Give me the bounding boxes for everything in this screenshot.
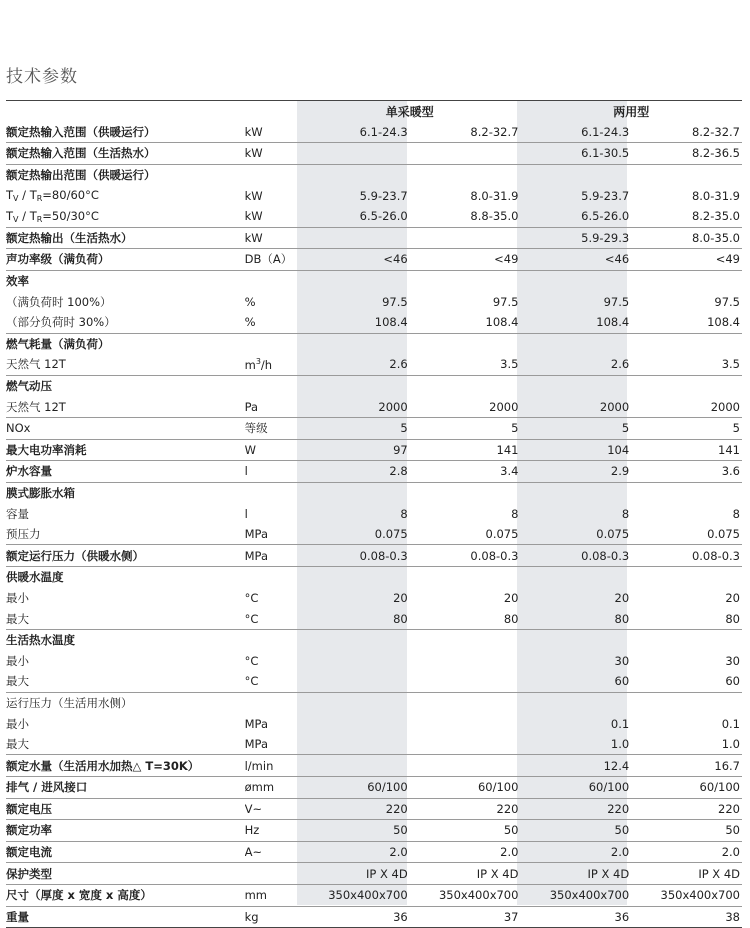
table-header-row (6, 101, 742, 122)
cell-value-col3: 1.0 (520, 734, 631, 755)
cell-value-col2: 3.5 (410, 354, 521, 375)
header-combi: 两用型 (613, 104, 650, 119)
cell-value-col4: 8.2-35.0 (631, 206, 742, 227)
cell-value-col4: <49 (631, 249, 742, 271)
table-row (6, 777, 742, 799)
cell-value-col3: 6.1-30.5 (520, 143, 631, 165)
row-label: 额定热输出（生活热水） (6, 227, 245, 249)
cell-value-col1: 108.4 (299, 312, 410, 333)
row-label: 额定电压 (6, 798, 245, 820)
row-label: 燃气耗量（满负荷） (6, 336, 110, 351)
cell-value-col2: 8.8-35.0 (410, 206, 521, 227)
cell-value-col1 (299, 567, 410, 588)
cell-value-col1: 220 (299, 798, 410, 820)
row-unit (245, 692, 299, 713)
cell-value-col3: 350x400x700 (520, 884, 631, 906)
cell-value-col2 (410, 567, 521, 588)
cell-value-col4 (631, 482, 742, 503)
row-label: 膜式膨胀水箱 (6, 485, 75, 500)
cell-value-col1 (299, 143, 410, 165)
table-row (6, 354, 742, 375)
cell-value-col3: 0.1 (610, 716, 630, 731)
cell-value-col2: <49 (410, 249, 521, 271)
table-row (6, 503, 742, 524)
cell-value-col4: 8.0-35.0 (631, 227, 742, 249)
table-row (6, 143, 742, 165)
cell-value-col4: 8.2-36.5 (631, 143, 742, 165)
cell-value-col4 (631, 270, 742, 291)
table-row (6, 755, 742, 777)
cell-value-col2: 108.4 (410, 312, 521, 333)
row-label: 重量 (6, 906, 245, 928)
row-unit: °C (244, 653, 259, 668)
cell-value-col2 (410, 375, 521, 396)
cell-value-col1: 2.0 (299, 841, 410, 863)
table-row (6, 841, 742, 863)
table-row (6, 820, 742, 842)
row-label: 最小 (6, 590, 29, 605)
cell-value-col1: 5 (299, 417, 410, 439)
cell-value-col4 (631, 375, 742, 396)
row-label: 额定热输出范围（供暖运行） (6, 168, 156, 183)
row-unit: °C (244, 590, 259, 605)
cell-value-col3: 60/100 (520, 777, 631, 799)
table-row (6, 650, 742, 671)
row-unit: l/min (245, 755, 299, 777)
cell-value-col1 (299, 164, 410, 185)
row-unit: kW (245, 143, 299, 165)
cell-value-col4: 16.7 (631, 755, 742, 777)
cell-value-col2: 20 (503, 590, 519, 605)
cell-value-col4: IP X 4D (631, 863, 742, 885)
table-row (6, 482, 742, 503)
cell-value-col1: 6.1-24.3 (299, 122, 410, 143)
row-unit: kW (245, 227, 299, 249)
row-unit: W (245, 439, 299, 461)
cell-value-col3: 97.5 (603, 294, 630, 309)
cell-value-col3: 2.9 (520, 461, 631, 483)
cell-value-col3: 108.4 (520, 312, 631, 333)
cell-value-col1: 2000 (299, 396, 410, 417)
cell-value-col2 (410, 227, 521, 249)
table-row (6, 164, 742, 185)
cell-value-col1: 50 (299, 820, 410, 842)
table-row (6, 713, 742, 734)
row-unit (245, 270, 299, 291)
row-unit: MPa (245, 734, 299, 755)
cell-value-col1 (299, 650, 410, 671)
cell-value-col1: 6.5-26.0 (299, 206, 410, 227)
row-unit: Pa (245, 396, 299, 417)
cell-value-col4: 80 (631, 608, 742, 629)
cell-value-col3: 2000 (520, 396, 631, 417)
row-label: 炉水容量 (6, 461, 245, 483)
cell-value-col4 (631, 629, 742, 650)
cell-value-col1 (299, 713, 410, 734)
cell-value-col2 (410, 692, 521, 713)
cell-value-col1 (299, 270, 410, 291)
table-row (6, 588, 742, 609)
row-label: 最大 (6, 608, 245, 629)
row-label: （满负荷时 100%） (6, 294, 112, 309)
cell-value-col2: 60/100 (410, 777, 521, 799)
cell-value-col3 (520, 333, 631, 354)
cell-value-col1: 350x400x700 (299, 884, 410, 906)
cell-value-col2 (410, 671, 521, 692)
table-row (6, 375, 742, 396)
cell-value-col1: 36 (299, 906, 410, 928)
row-unit (245, 567, 299, 588)
cell-value-col2: 0.08-0.3 (410, 545, 521, 567)
cell-value-col4: 20 (725, 590, 740, 605)
cell-value-col4: 0.075 (631, 524, 742, 545)
header-label-blank (6, 101, 245, 122)
table-row (6, 206, 742, 227)
row-label: 最大 (6, 734, 245, 755)
cell-value-col4: 0.08-0.3 (631, 545, 742, 567)
row-unit: % (245, 312, 299, 333)
row-unit: °C (245, 608, 299, 629)
cell-value-col4: 60/100 (631, 777, 742, 799)
row-label: 天然气 12T (6, 354, 245, 375)
cell-value-col3: 104 (520, 439, 631, 461)
cell-value-col4: 3.6 (631, 461, 742, 483)
cell-value-col1 (299, 755, 410, 777)
cell-value-col3 (520, 482, 631, 503)
table-row (6, 906, 742, 928)
table-row (6, 629, 742, 650)
cell-value-col3: 60 (520, 671, 631, 692)
cell-value-col4 (631, 692, 742, 713)
row-unit (245, 863, 299, 885)
row-label: 预压力 (6, 524, 245, 545)
cell-value-col4: 0.1 (721, 716, 740, 731)
cell-value-col2 (410, 164, 521, 185)
row-unit: V~ (245, 798, 299, 820)
cell-value-col2: 2.0 (410, 841, 521, 863)
cell-value-col4: 350x400x700 (631, 884, 742, 906)
row-label: $T_V / T_R=50/30^\circ C$ (6, 206, 245, 227)
cell-value-col3: 6.5-26.0 (520, 206, 631, 227)
cell-value-col2 (410, 650, 521, 671)
row-label: 额定功率 (6, 820, 245, 842)
cell-value-col3: 12.4 (520, 755, 631, 777)
table-row (6, 567, 742, 588)
cell-value-col1 (299, 671, 410, 692)
cell-value-col3: 5.9-23.7 (581, 188, 630, 203)
row-label: NOx (6, 417, 245, 439)
table-row (6, 884, 742, 906)
cell-value-col2 (410, 755, 521, 777)
cell-value-col3: 5.9-29.3 (520, 227, 631, 249)
table-row (6, 439, 742, 461)
row-unit (245, 164, 299, 185)
cell-value-col4: 108.4 (631, 312, 742, 333)
row-unit: kW (244, 188, 263, 203)
table-row (6, 524, 742, 545)
cell-value-col1: 5.9-23.7 (359, 188, 408, 203)
cell-value-col4 (631, 164, 742, 185)
row-unit: $m^3/h$ (245, 354, 299, 375)
cell-value-col4: 1.0 (631, 734, 742, 755)
cell-value-col4: 30 (725, 653, 740, 668)
cell-value-col2: 80 (410, 608, 521, 629)
cell-value-col4: 50 (631, 820, 742, 842)
cell-value-col4: 97.5 (714, 294, 740, 309)
cell-value-col3: 50 (520, 820, 631, 842)
cell-value-col3: <46 (520, 249, 631, 271)
page-title: 技术参数 (6, 67, 78, 87)
row-unit (245, 629, 299, 650)
table-row (6, 122, 742, 143)
cell-value-col3: 80 (520, 608, 631, 629)
row-unit: mm (245, 884, 299, 906)
cell-value-col1 (299, 482, 410, 503)
row-label: 额定热输入范围（生活热水） (6, 143, 245, 165)
table-row (6, 270, 742, 291)
cell-value-col1: 80 (299, 608, 410, 629)
row-label: 生活热水温度 (6, 633, 75, 648)
row-label: 供暖水温度 (6, 570, 64, 585)
cell-value-col1: 8 (400, 506, 408, 521)
cell-value-col2 (410, 713, 521, 734)
cell-value-col2 (410, 270, 521, 291)
cell-value-col2: 8 (511, 506, 519, 521)
cell-value-col4: 5 (631, 417, 742, 439)
row-label: 保护类型 (6, 863, 245, 885)
row-label: 天然气 12T (6, 396, 245, 417)
row-label: 效率 (6, 274, 29, 289)
table-row (6, 333, 742, 354)
cell-value-col4: 60 (631, 671, 742, 692)
cell-value-col1: 2.6 (299, 354, 410, 375)
cell-value-col4 (631, 333, 742, 354)
cell-value-col2: 8.2-32.7 (410, 122, 521, 143)
spec-table (6, 101, 742, 928)
cell-value-col3: 2.6 (520, 354, 631, 375)
row-unit: ømm (245, 777, 299, 799)
cell-value-col2 (410, 629, 521, 650)
row-label: 容量 (6, 506, 29, 521)
row-label: 额定电流 (6, 841, 245, 863)
cell-value-col2: 97.5 (492, 294, 519, 309)
cell-value-col1: 2.8 (299, 461, 410, 483)
cell-value-col2: 220 (410, 798, 521, 820)
spec-table-body (6, 122, 742, 928)
cell-value-col1: 20 (393, 590, 408, 605)
header-unit-blank (245, 101, 299, 122)
row-unit (245, 375, 299, 396)
table-row (6, 671, 742, 692)
cell-value-col4: 2.0 (631, 841, 742, 863)
row-label: 运行压力（生活用水侧） (6, 695, 133, 710)
cell-value-col3 (520, 164, 631, 185)
cell-value-col4: 2000 (631, 396, 742, 417)
cell-value-col2: 8.0-31.9 (470, 188, 519, 203)
table-row (6, 608, 742, 629)
cell-value-col1: 97 (299, 439, 410, 461)
row-unit: A~ (245, 841, 299, 863)
table-row (6, 798, 742, 820)
cell-value-col2: 37 (410, 906, 521, 928)
cell-value-col4: 8.2-32.7 (631, 122, 742, 143)
table-row (6, 734, 742, 755)
row-label: 排气 / 进风接口 (6, 777, 245, 799)
row-label: 额定水量（生活用水加热△ T=30K） (6, 755, 245, 777)
cell-value-col1 (299, 629, 410, 650)
cell-value-col3: 8 (621, 506, 630, 521)
cell-value-col1 (299, 227, 410, 249)
cell-value-col3: 5 (520, 417, 631, 439)
cell-value-col3: 30 (614, 653, 630, 668)
cell-value-col2 (410, 143, 521, 165)
table-row (6, 863, 742, 885)
cell-value-col3 (520, 375, 631, 396)
table-row (6, 545, 742, 567)
table-row (6, 185, 742, 206)
row-unit: Hz (245, 820, 299, 842)
cell-value-col2: IP X 4D (410, 863, 521, 885)
cell-value-col4: 220 (631, 798, 742, 820)
cell-value-col3: 0.08-0.3 (520, 545, 631, 567)
cell-value-col3: 220 (520, 798, 631, 820)
row-unit: % (244, 294, 256, 309)
cell-value-col4: 141 (631, 439, 742, 461)
table-row (6, 312, 742, 333)
table-row (6, 417, 742, 439)
cell-value-col1 (299, 375, 410, 396)
cell-value-col4: 8 (732, 506, 740, 521)
table-row (6, 227, 742, 249)
cell-value-col3 (520, 629, 631, 650)
row-unit (245, 333, 299, 354)
row-label: 额定热输入范围（供暖运行） (6, 122, 245, 143)
row-unit: l (245, 461, 299, 483)
cell-value-col3: 0.075 (520, 524, 631, 545)
cell-value-col2: 2000 (410, 396, 521, 417)
cell-value-col1: 60/100 (299, 777, 410, 799)
cell-value-col1 (299, 692, 410, 713)
cell-value-col2 (410, 734, 521, 755)
row-label: 最小 (6, 653, 29, 668)
header-heating-only: 单采暖型 (385, 104, 434, 119)
row-unit: kW (245, 122, 299, 143)
row-label: 燃气动压 (6, 379, 52, 394)
cell-value-col1: <46 (299, 249, 410, 271)
cell-value-col2: 141 (410, 439, 521, 461)
row-unit: MPa (245, 545, 299, 567)
table-row (6, 291, 742, 312)
cell-value-col3 (520, 567, 631, 588)
cell-value-col4 (631, 567, 742, 588)
row-label: 尺寸（厚度 x 宽度 x 高度） (6, 884, 245, 906)
cell-value-col4: 3.5 (631, 354, 742, 375)
cell-value-col3 (520, 270, 631, 291)
cell-value-col4: 8.0-31.9 (691, 188, 740, 203)
row-label: 额定运行压力（供暖水侧） (6, 545, 245, 567)
cell-value-col3 (520, 692, 631, 713)
row-label: 最大 (6, 671, 245, 692)
cell-value-col2: 0.075 (410, 524, 521, 545)
row-unit: °C (245, 671, 299, 692)
row-label: （部分负荷时 30%） (6, 312, 245, 333)
row-unit: MPa (245, 524, 299, 545)
table-row (6, 249, 742, 271)
cell-value-col2: 50 (410, 820, 521, 842)
row-unit: l (244, 506, 248, 521)
cell-value-col1: 0.08-0.3 (299, 545, 410, 567)
cell-value-col3: 36 (520, 906, 631, 928)
cell-value-col4: 38 (631, 906, 742, 928)
row-label: 最小 (6, 716, 29, 731)
cell-value-col1: 0.075 (299, 524, 410, 545)
row-label: $T_V / T_R=80/60^\circ C$ (6, 188, 99, 204)
cell-value-col1 (299, 333, 410, 354)
cell-value-col2: 350x400x700 (410, 884, 521, 906)
row-unit (245, 482, 299, 503)
cell-value-col3: 6.1-24.3 (520, 122, 631, 143)
row-unit: kW (245, 206, 299, 227)
row-unit: DB（A） (245, 249, 299, 271)
cell-value-col2: 5 (410, 417, 521, 439)
cell-value-col2 (410, 333, 521, 354)
row-label: 最大电功率消耗 (6, 439, 245, 461)
row-label: 声功率级（满负荷） (6, 249, 245, 271)
row-unit: MPa (244, 716, 268, 731)
cell-value-col1: IP X 4D (299, 863, 410, 885)
cell-value-col3: 20 (614, 590, 630, 605)
cell-value-col2: 3.4 (410, 461, 521, 483)
table-row (6, 461, 742, 483)
row-unit: 等级 (245, 417, 299, 439)
cell-value-col2 (410, 482, 521, 503)
cell-value-col3: 2.0 (520, 841, 631, 863)
table-row (6, 396, 742, 417)
cell-value-col1 (299, 734, 410, 755)
cell-value-col3: IP X 4D (520, 863, 631, 885)
table-row (6, 692, 742, 713)
cell-value-col1: 97.5 (382, 294, 408, 309)
row-unit: kg (245, 906, 299, 928)
